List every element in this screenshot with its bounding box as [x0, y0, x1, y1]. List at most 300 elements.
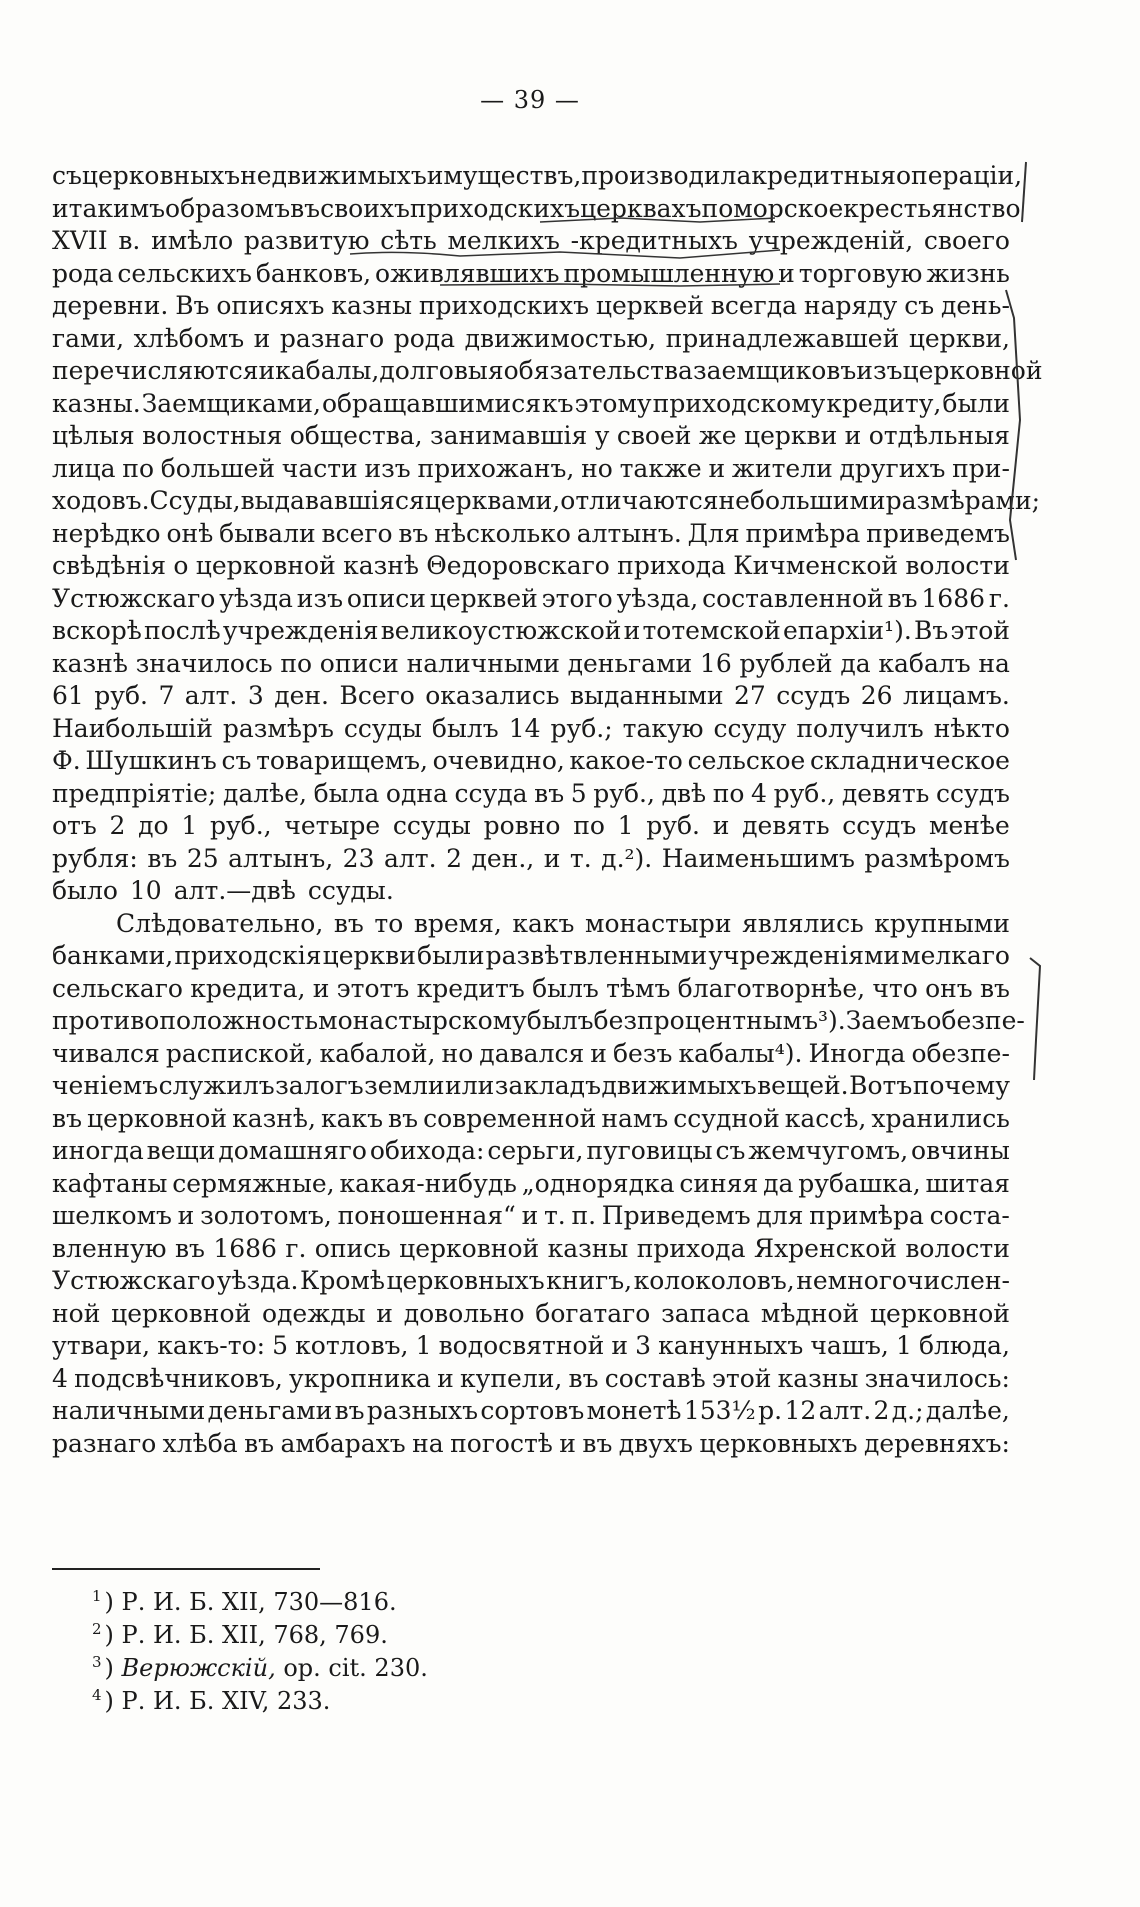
word: въ	[333, 908, 364, 938]
word: пуговицы	[586, 1136, 713, 1165]
word: запаса	[661, 1298, 751, 1328]
word: въ	[887, 583, 918, 613]
word: казны	[547, 1233, 629, 1263]
word: по	[573, 811, 605, 840]
word: товарищемъ,	[256, 746, 428, 775]
word: и	[611, 1331, 628, 1360]
word: казнѣ	[343, 551, 419, 580]
word: вленную	[52, 1233, 167, 1263]
word: приведемъ	[866, 518, 1010, 548]
word: обращавшимися	[321, 388, 541, 418]
word: амбарахъ	[280, 1428, 406, 1458]
word: руб.,	[593, 778, 655, 808]
word: сортовъ	[480, 1396, 585, 1425]
word: и	[312, 973, 330, 1003]
word: церкви	[744, 421, 838, 450]
word: или	[445, 1071, 495, 1100]
text-line	[52, 1265, 1010, 1298]
word: руб.	[646, 811, 700, 840]
word: великоустюжской	[380, 616, 622, 645]
word: алт.	[184, 681, 238, 710]
word: 4	[751, 778, 767, 808]
word: и	[258, 356, 276, 385]
word: прихода	[617, 551, 726, 580]
word: и	[712, 811, 730, 840]
word: этому	[574, 388, 652, 418]
word: выдававшіяся	[240, 486, 425, 515]
word: Всего	[339, 681, 415, 710]
word: Въ	[913, 616, 949, 645]
text-line	[52, 745, 1010, 778]
word: и	[778, 258, 795, 288]
text-line	[52, 485, 1041, 518]
word: было	[52, 876, 118, 905]
word: 3	[635, 1331, 651, 1360]
word: ссуды.	[307, 876, 394, 905]
word: церковныхъ	[386, 1266, 545, 1295]
word: купели,	[460, 1363, 563, 1393]
word: заемщиковъ	[692, 356, 857, 385]
text-line	[52, 583, 1010, 616]
word: церквей	[429, 583, 538, 613]
word: казны	[777, 1363, 859, 1393]
word: казнѣ	[52, 648, 128, 678]
word: описи	[319, 648, 399, 678]
word: волости	[905, 551, 1010, 580]
word: овчины	[911, 1136, 1010, 1165]
word: операціи,	[896, 161, 1023, 190]
word: хлѣбомъ	[133, 323, 245, 353]
word: хлѣба	[162, 1428, 238, 1458]
word: но	[441, 1038, 474, 1068]
word: намъ	[601, 1103, 669, 1133]
word: изъ	[296, 583, 343, 613]
word: былъ	[431, 713, 499, 743]
word: уѣзда,	[616, 583, 699, 613]
word: одежды	[261, 1298, 366, 1328]
word: XVII	[52, 226, 108, 255]
word: церкви,	[908, 323, 1010, 353]
word: кредитъ	[416, 973, 525, 1003]
word: 23	[342, 843, 375, 873]
word: 2	[873, 1396, 890, 1425]
word: 25	[186, 843, 219, 873]
word: и	[844, 421, 862, 450]
word: прихода	[636, 1233, 746, 1263]
word: своего	[923, 226, 1010, 255]
word: чашъ,	[810, 1331, 889, 1360]
word: руб.,	[773, 778, 836, 808]
text-line	[52, 453, 1010, 486]
word: въ	[52, 1103, 82, 1133]
word: у	[594, 421, 610, 450]
word: о	[173, 551, 189, 580]
text-line	[52, 1363, 1010, 1396]
word: ден.,	[471, 843, 535, 873]
word: общества,	[289, 421, 423, 450]
word: составѣ	[604, 1363, 706, 1393]
footnote: $^3$ ) Верюжскій, op. cit. 230.	[92, 1653, 428, 1682]
word: день-	[940, 291, 1010, 320]
word: довольно	[403, 1298, 525, 1328]
word: 26	[860, 681, 893, 710]
word: же	[698, 421, 737, 450]
word: Яхренской	[753, 1233, 897, 1263]
word: какъ	[512, 908, 575, 938]
word: Приведемъ	[601, 1201, 751, 1230]
word: Для	[687, 518, 740, 548]
word: рубля:	[52, 843, 138, 873]
text-line	[52, 810, 1010, 843]
word: такимъ	[68, 193, 166, 223]
word: ссуды	[392, 811, 471, 840]
word: руб.,	[209, 811, 272, 840]
word: 14	[508, 713, 541, 743]
word: шелкомъ	[52, 1201, 172, 1230]
word: какое-то	[569, 746, 683, 775]
word: имѣло	[151, 226, 234, 255]
word: и	[253, 323, 271, 353]
text-line	[52, 1395, 1010, 1428]
word: приходскому	[652, 388, 826, 418]
word: какъ	[320, 1103, 384, 1133]
word: 2	[109, 811, 126, 840]
word: примѣра	[809, 1201, 924, 1230]
text-line	[52, 1200, 1010, 1233]
word: шитая	[925, 1168, 1010, 1198]
word: 1686	[213, 1233, 277, 1263]
text-line	[52, 940, 1010, 973]
word: и	[590, 1038, 607, 1068]
word: въ	[174, 1233, 205, 1263]
word: алтынъ,	[228, 843, 334, 873]
word: церковной	[869, 1298, 1010, 1328]
text-line	[52, 355, 1043, 388]
word: 7	[158, 681, 175, 710]
word: части	[281, 453, 358, 483]
word: своей	[616, 421, 692, 450]
word: ходовъ.	[52, 486, 150, 515]
word: менѣе	[929, 811, 1010, 840]
word: золотомъ,	[200, 1201, 332, 1230]
word: разныхъ	[366, 1396, 479, 1425]
word: чивался	[52, 1038, 160, 1068]
word: уѣзда.	[216, 1266, 299, 1295]
word: то	[374, 908, 404, 938]
word: жизнь	[926, 258, 1010, 288]
word: блюда,	[918, 1331, 1010, 1360]
word: алт.	[383, 843, 437, 873]
word: по	[712, 778, 745, 808]
word: примѣра	[745, 518, 861, 548]
word: сермяжные,	[172, 1168, 335, 1198]
word: наряду	[803, 291, 898, 320]
word: Кромѣ	[300, 1266, 385, 1295]
word: церковныхъ	[699, 1428, 858, 1458]
text-line	[52, 1428, 1010, 1461]
word: канунныхъ	[658, 1331, 804, 1360]
word: церковныхъ	[81, 161, 241, 190]
word: при-	[952, 453, 1010, 483]
word: бывали	[219, 518, 316, 548]
word: этой	[950, 616, 1010, 645]
word: по	[280, 648, 313, 678]
word: кафтаны	[52, 1168, 168, 1198]
word: рублей	[739, 648, 833, 678]
word: вещи	[146, 1136, 216, 1165]
word: Заемъ	[845, 1006, 927, 1035]
word: ной	[52, 1298, 101, 1328]
word: утвари,	[52, 1331, 151, 1360]
word: монастыри	[585, 908, 732, 938]
word: четыре	[284, 811, 381, 840]
word: хранились	[871, 1103, 1010, 1133]
word: двухъ	[618, 1428, 693, 1458]
word: ссудъ	[842, 811, 917, 840]
word: приходскія	[174, 941, 322, 970]
word: ссуду	[713, 713, 787, 743]
word: и	[543, 843, 561, 873]
word: обезпе-	[911, 1038, 1010, 1068]
word: церковной	[87, 1103, 228, 1133]
word: движимостью,	[464, 323, 657, 353]
word: въ	[568, 1363, 599, 1393]
word: своихъ	[320, 193, 410, 223]
footnote: $^4$ ) Р. И. Б. XIV, 233.	[92, 1686, 331, 1715]
footnotes	[92, 1580, 692, 1715]
word: ссуды	[343, 713, 422, 743]
word: крупными	[874, 908, 1010, 938]
word: колоколовъ,	[633, 1266, 795, 1295]
word: рода	[52, 258, 114, 288]
text-line	[52, 1330, 1010, 1363]
word: кабалъ	[878, 648, 971, 678]
word: какъ-то:	[157, 1331, 266, 1360]
word: банковъ,	[255, 258, 372, 288]
text-line	[52, 713, 1010, 746]
word: этотъ	[336, 973, 410, 1003]
word: деревни.	[52, 291, 169, 320]
word: кабалой,	[319, 1038, 436, 1068]
word: церковной	[195, 551, 336, 580]
word: приходскихъ	[418, 291, 590, 320]
word: къ	[542, 388, 574, 418]
word: другихъ	[839, 453, 946, 483]
word: девять	[742, 811, 830, 840]
word: для	[756, 1201, 804, 1230]
word: закладъ	[494, 1071, 601, 1100]
word: двѣ	[661, 778, 707, 808]
word: сельскихъ	[117, 258, 252, 288]
word: сѣть	[380, 226, 437, 255]
word: такую	[622, 713, 704, 743]
text-line	[52, 875, 1010, 908]
word: наличными	[406, 648, 560, 678]
word: 153½	[683, 1396, 756, 1425]
word: уѣзда	[219, 583, 293, 613]
word: оживлявшихъ	[375, 258, 560, 288]
word: кредитныя	[751, 161, 896, 190]
word: банками,	[52, 941, 174, 970]
word: деньгами	[567, 648, 693, 678]
word: почему	[912, 1071, 1010, 1100]
text-line	[52, 420, 1010, 453]
word: жители	[731, 453, 833, 483]
word: 1	[617, 811, 634, 840]
word: прихожанъ,	[417, 453, 575, 483]
word: составленной	[702, 583, 884, 613]
word: р.	[758, 1396, 783, 1425]
word: значилось:	[864, 1363, 1010, 1393]
word: 16	[699, 648, 732, 678]
word: и	[623, 616, 641, 645]
word: предпріятіе;	[52, 778, 217, 808]
word: оказались	[425, 681, 560, 710]
word: были	[417, 941, 485, 970]
text-line	[52, 1005, 1025, 1038]
word: большей	[160, 453, 276, 483]
word: 27	[734, 681, 766, 710]
word: наличными	[52, 1396, 206, 1425]
footnote: $^1$ ) Р. И. Б. XII, 730—816.	[92, 1587, 397, 1616]
word: ссудъ	[935, 778, 1010, 808]
text-line	[52, 680, 1010, 713]
word: съ	[715, 1136, 746, 1165]
word: девять	[841, 778, 930, 808]
word: недвижимыхъ	[240, 161, 427, 190]
word: рода	[393, 323, 456, 353]
word: нѣсколько	[434, 518, 571, 548]
word: учрежденія	[222, 616, 379, 645]
text-line	[52, 258, 1010, 291]
word: иногда	[52, 1136, 144, 1165]
word: учрежденій,	[748, 226, 914, 255]
word: подсвѣчниковъ,	[74, 1363, 283, 1393]
word: въ	[290, 193, 321, 223]
word: 12	[784, 1396, 817, 1425]
word: значилось	[135, 648, 273, 678]
word: тѣмъ	[606, 973, 671, 1003]
footnote-rule	[52, 1568, 320, 1570]
text-line	[52, 388, 1010, 421]
word: безъ	[613, 1038, 673, 1068]
word: Шушкинъ	[85, 746, 217, 775]
word: всего	[321, 518, 393, 548]
word: обихода:	[369, 1136, 485, 1165]
word: и	[559, 1428, 576, 1458]
word: безпроцентнымъ³).	[593, 1006, 846, 1035]
word: что	[872, 973, 918, 1003]
page-number: — 39 —	[480, 86, 580, 114]
word: 1	[181, 811, 198, 840]
word: алтынъ.	[576, 518, 682, 548]
word: да	[840, 648, 871, 678]
text-line	[52, 1070, 1010, 1103]
word: Устюжскаго	[52, 1266, 216, 1295]
word: занимавшія	[430, 421, 588, 450]
word: Устюжскаго	[52, 583, 216, 613]
word: немногочислен-	[796, 1266, 1010, 1295]
word: давался	[479, 1038, 585, 1068]
footnote: $^2$ ) Р. И. Б. XII, 768, 769.	[92, 1620, 388, 1649]
text-line	[52, 648, 1010, 681]
word: казны	[331, 291, 413, 320]
word: да	[763, 1168, 794, 1198]
word: мелкаго	[901, 941, 1010, 970]
word: деньгами	[207, 1396, 333, 1425]
word: церковной	[399, 1233, 540, 1263]
word: небольшими	[718, 486, 886, 515]
word: получилъ	[796, 713, 924, 743]
word: приходскихъ	[409, 193, 581, 223]
word: 61	[52, 681, 84, 710]
word: „однорядка	[521, 1168, 675, 1198]
word: въ	[398, 518, 429, 548]
word: до	[138, 811, 169, 840]
word: котловъ,	[295, 1331, 409, 1360]
word: Наименьшимъ	[661, 843, 855, 873]
word: и	[52, 193, 69, 223]
word: торговую	[798, 258, 923, 288]
word: въ	[334, 1396, 365, 1425]
text-line	[52, 550, 1010, 583]
word: залогъ	[275, 1071, 364, 1100]
word: свѣдѣнія	[52, 551, 167, 580]
word: земли	[364, 1071, 445, 1100]
word: развѣтвленными	[485, 941, 708, 970]
word: и	[376, 1298, 393, 1328]
word: т.	[569, 843, 592, 873]
word: сельское	[687, 746, 806, 775]
word: п.	[571, 1201, 597, 1230]
word: современной	[423, 1103, 597, 1133]
text-line	[52, 160, 1023, 193]
word: ден.	[274, 681, 329, 710]
text-line	[52, 193, 1021, 226]
word: Кичменской	[733, 551, 899, 580]
word: обезпе-	[926, 1006, 1025, 1035]
word: ссудной	[673, 1103, 780, 1133]
word: движимыхъ	[601, 1071, 757, 1100]
word: поморское	[701, 193, 844, 223]
word: деревняхъ:	[863, 1428, 1010, 1458]
word: т.	[543, 1201, 566, 1230]
word: рубашка,	[798, 1168, 921, 1198]
word: монетѣ	[586, 1396, 682, 1425]
word: размѣромъ	[864, 843, 1010, 873]
word: кассѣ,	[784, 1103, 867, 1133]
annotation-mark-top	[1022, 162, 1026, 222]
word: нѣкто	[933, 713, 1010, 743]
text-line	[52, 1233, 1010, 1266]
word: руб.	[94, 681, 148, 710]
word: далѣе,	[222, 778, 307, 808]
word: кабалы⁴).	[678, 1038, 803, 1068]
word: водосвятной	[438, 1331, 605, 1360]
word: опись	[314, 1233, 391, 1263]
word: образомъ	[165, 193, 291, 223]
word: разнаго	[52, 1428, 157, 1458]
word: на	[412, 1428, 444, 1458]
word: производила	[581, 161, 752, 190]
word: былъ	[526, 1006, 594, 1035]
word: укропника	[289, 1363, 431, 1393]
word: соста-	[929, 1201, 1010, 1230]
word: изъ	[364, 453, 411, 483]
word: 2	[446, 843, 462, 873]
word: обязательства	[503, 356, 693, 385]
word: кабалы,	[275, 356, 380, 385]
